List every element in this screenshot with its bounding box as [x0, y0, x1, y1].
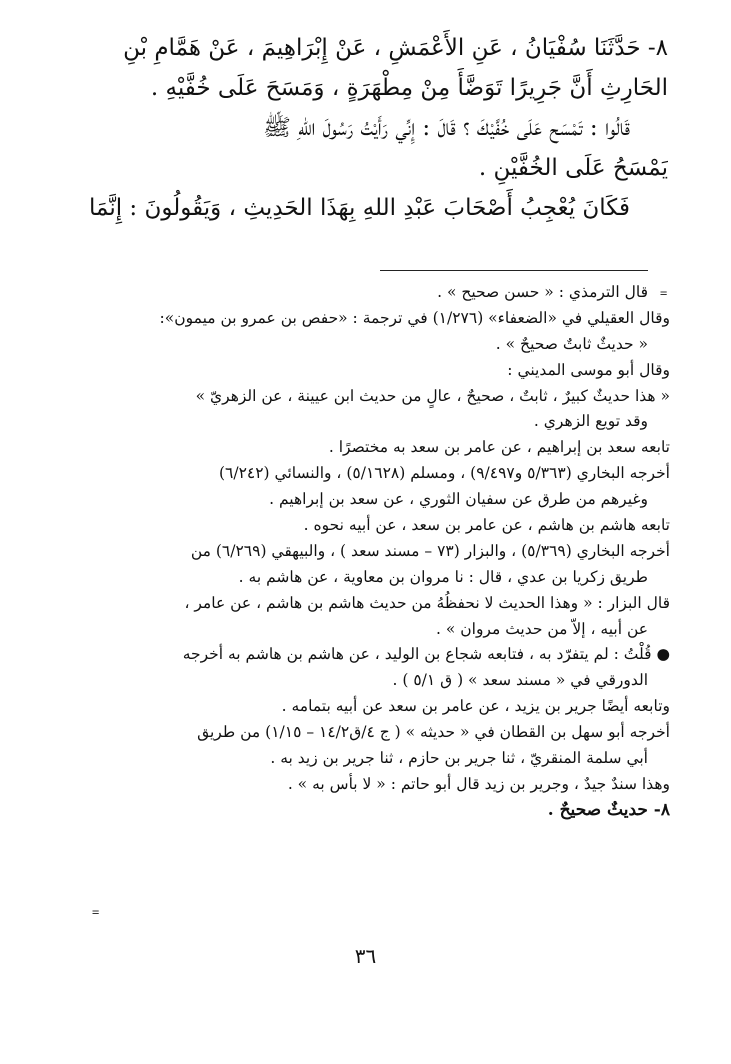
footnote-line-4: وقال أبو موسى المديني : — [507, 360, 670, 379]
footnotes — [70, 280, 670, 824]
hadith-text — [70, 28, 668, 228]
footnote-line-16: الدورقي في « مسند سعد » ( ق ٥/١ ) . — [392, 671, 648, 690]
footnote-line-2: وقال العقيلي في «الضعفاء» (١/٢٧٦) في ترجمة : «حفص بن عمرو بن ميمون»: — [159, 308, 670, 327]
margin-mark-bottom: = — [92, 905, 100, 919]
footnote-line-9: وغيرهم من طرق عن سفيان الثوري ، عن سعد بن إبراهيم . — [269, 490, 648, 509]
footnote-line-14: عن أبيه ، إلاّ من حديث مروان » . — [435, 619, 648, 638]
footnote-line-10: تابعه هاشم بن هاشم ، عن عامر بن سعد ، عن أبيه نحوه . — [303, 516, 670, 535]
main-line-1: ٨- حَدَّثَنَا سُفْيَانُ ، عَنِ الأَعْمَشِ ، عَنْ إِبْرَاهِيمَ ، عَنْ هَمَّامِ بْنِ — [123, 35, 668, 61]
footnote-line-19: أبي سلمة المنقريّ ، ثنا جرير بن حازم ، ثنا جرير بن زيد به . — [270, 749, 648, 768]
footnote-line-3: « حديثٌ ثابتٌ صحيحٌ » . — [495, 334, 648, 353]
footnote-separator — [380, 270, 648, 271]
page-number: ٣٦ — [354, 944, 377, 968]
footnote-line-17: وتابعه أيضًا جرير بن يزيد ، عن عامر بن سعد عن أبيه بتمامه . — [281, 697, 670, 716]
main-line-4: يَمْسَحُ عَلَى الخُفَّيْنِ . — [478, 155, 668, 181]
main-line-3: قَالُوا : تَمْسَح عَلَى خُفَّيْكَ ؟ قَالَ : إِنِّي رَأَيْتُ رَسُولَ اللهِ ﷺ — [263, 115, 630, 141]
footnote-line-8: أخرجه البخاري (٥/٣٦٣ و٩/٤٩٧) ، ومسلم (٥/١٦٢٨) ، والنسائي (٦/٢٤٢) — [218, 464, 670, 483]
footnote-line-7: تابعه سعد بن إبراهيم ، عن عامر بن سعد به مختصرًا . — [328, 438, 670, 457]
footnote-line-1: قال الترمذي : « حسن صحيح » . — [437, 283, 648, 301]
footnote-line-5: « هذا حديثٌ كبيرٌ ، ثابتٌ ، صحيحٌ ، عالٍ من حديث ابن عيينة ، عن الزهريّ » — [195, 386, 670, 405]
footnote-line-15: ● قُلْتُ : لم يتفرّد به ، فتابعه شجاع بن الوليد ، عن هاشم بن هاشم به أخرجه — [182, 645, 670, 664]
footnote-line-11: أخرجه البخاري (٥/٣٦٩) ، والبزار (٧٣ – مسند سعد ) ، والبيهقي (٦/٢٦٩) من — [190, 541, 670, 560]
footnote-line-21: ٨- حديثٌ صحيحٌ . — [547, 799, 670, 820]
footnote-line-20: وهذا سندٌ جيدٌ ، وجرير بن زيد قال أبو حاتم : « لا بأس به » . — [287, 774, 670, 793]
margin-mark-top: = — [660, 286, 668, 300]
main-line-2: الحَارِثِ أَنَّ جَرِيرًا تَوَضَّأَ مِنْ مِطْهَرَةٍ ، وَمَسَحَ عَلَى خُفَّيْهِ . — [150, 75, 668, 101]
main-line-5: فَكَانَ يُعْجِبُ أَصْحَابَ عَبْدِ اللهِ بِهَذَا الحَدِيثِ ، وَيَقُولُونَ : إِنَّمَا — [89, 195, 630, 221]
footnote-line-6: وقد تويع الزهري . — [533, 412, 648, 431]
footnote-line-12: طريق زكريا بن عدي ، قال : نا مروان بن معاوية ، عن هاشم به . — [238, 567, 648, 586]
footnote-line-13: قال البزار : « وهذا الحديث لا نحفظُهُ من حديث هاشم بن هاشم ، عن عامر ، — [184, 593, 670, 612]
footnote-line-18: أخرجه أبو سهل بن القطان في « حديثه » ( ج ٤/ق١٤/٢ – ١/١٥) من طريق — [197, 723, 670, 742]
